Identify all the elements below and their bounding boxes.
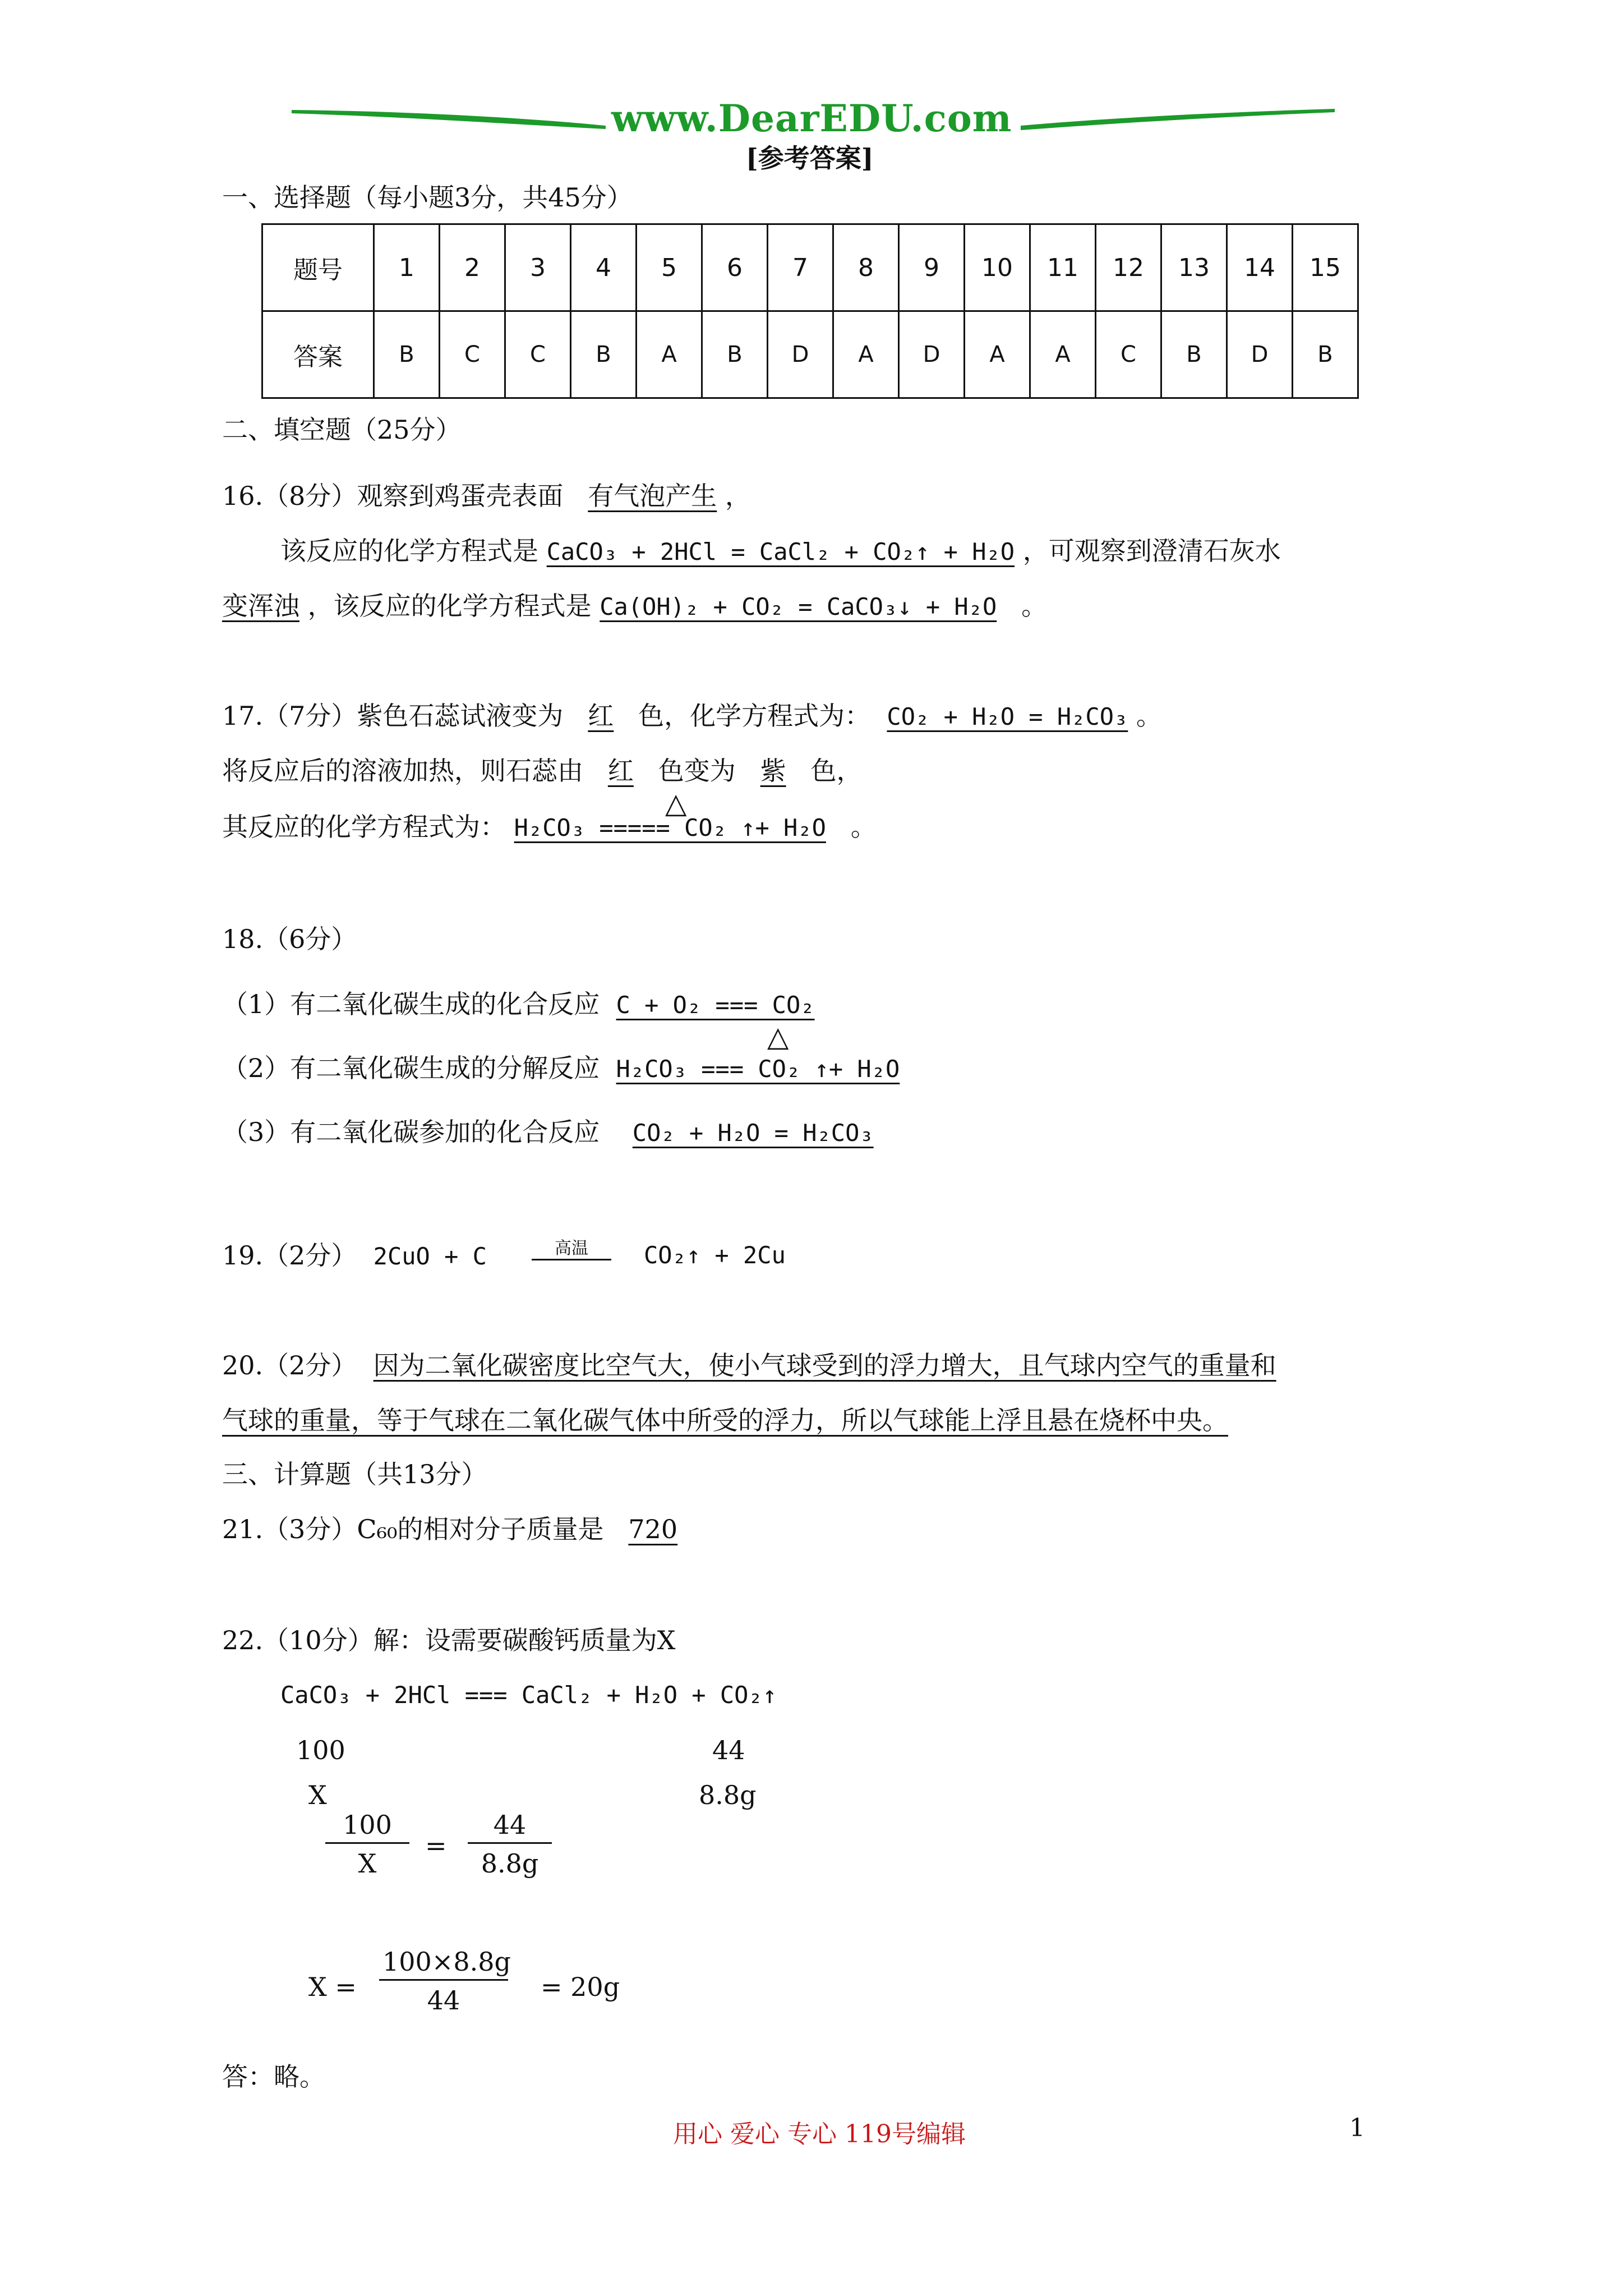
row-label-number: 题号 [262, 224, 374, 311]
q18-item-2 [222, 1052, 900, 1085]
table-cell: A [833, 311, 899, 398]
table-cell: 7 [768, 224, 833, 311]
q16-end: 。 [1021, 591, 1048, 621]
q19-left: 2CuO + C [373, 1243, 487, 1270]
table-cell: 11 [1030, 224, 1096, 311]
answer-table [261, 223, 1359, 399]
q17-line2 [222, 755, 863, 786]
q17-mid: 色，化学方程式为： [638, 701, 871, 731]
q16-answer-1: 有气泡产生 [588, 481, 717, 511]
q20-answer-line-1: 因为二氧化碳密度比空气大，使小气球受到的浮力增大，且气球内空气的重量和 [373, 1350, 1276, 1381]
fraction-2-numerator: 44 [468, 1810, 552, 1844]
table-cell: 15 [1293, 224, 1358, 311]
q20-line1 [222, 1350, 1276, 1381]
q17-line2-mid: 色变为 [658, 756, 736, 786]
table-cell: D [899, 311, 965, 398]
table-cell: A [965, 311, 1030, 398]
q16-comma: ， [725, 481, 751, 511]
table-cell: 2 [440, 224, 505, 311]
table-cell: A [1030, 311, 1096, 398]
q18-item-label: （2）有二氧化碳生成的分解反应 [222, 1053, 600, 1083]
equals-sign: = [425, 1830, 447, 1861]
q16-line3 [222, 590, 1047, 623]
fraction-1 [325, 1810, 409, 1879]
row-label-answer: 答案 [262, 311, 374, 398]
fraction-1-denominator: X [358, 1848, 377, 1879]
q16-prefix: 16.（8分）观察到鸡蛋壳表面 [222, 481, 564, 511]
q17-equation-1: CO₂ + H₂O = H₂CO₃ [887, 703, 1128, 730]
q22-equation: CaCO₃ + 2HCl === CaCl₂ + H₂O + CO₂↑ [280, 1681, 777, 1709]
table-cell: B [1161, 311, 1227, 398]
q17-line2-end: 色， [810, 756, 863, 786]
table-cell: 13 [1161, 224, 1227, 311]
q17-line3-prefix: 其反应的化学方程式为： [222, 812, 506, 842]
q17-answer-2: 红 [607, 756, 634, 786]
fraction-3 [379, 1947, 511, 2016]
q17-answer-3: 紫 [760, 756, 786, 786]
q18-item-3 [222, 1116, 874, 1149]
q18-heading: 18.（6分） [222, 924, 357, 954]
q17-end-1: 。 [1136, 701, 1162, 731]
q18-item-label: （3）有二氧化碳参加的化合反应 [222, 1117, 600, 1147]
q16-line2-suffix: ，可观察到澄清石灰水 [1022, 536, 1281, 566]
q22-heading: 22.（10分）解：设需要碳酸钙质量为X [222, 1625, 676, 1655]
calc-left: X = [308, 1972, 357, 2002]
table-cell: A [637, 311, 702, 398]
table-cell: 4 [571, 224, 637, 311]
fraction-3-numerator: 100×8.8g [379, 1947, 508, 1981]
table-cell: B [374, 311, 440, 398]
page-title: [参考答案] [746, 143, 874, 173]
q16-equation-2: Ca(OH)₂ + CO₂ = CaCO₃↓ + H₂O [600, 593, 997, 620]
q22-var-left: X [308, 1780, 327, 1810]
section3-heading: 三、计算题（共13分） [222, 1459, 487, 1489]
table-cell: 3 [505, 224, 571, 311]
q17-answer-1: 红 [588, 701, 614, 731]
table-cell: D [768, 311, 833, 398]
table-cell: 6 [702, 224, 768, 311]
q22-value-left: 100 [296, 1735, 345, 1765]
fraction-2 [468, 1810, 552, 1879]
table-cell: C [505, 311, 571, 398]
table-row-answers [262, 311, 1358, 398]
table-cell: 9 [899, 224, 965, 311]
calc-result: = 20g [541, 1972, 620, 2002]
q17-prefix: 17.（7分）紫色石蕊试液变为 [222, 701, 564, 731]
table-cell: C [440, 311, 505, 398]
table-cell: 12 [1096, 224, 1161, 311]
table-cell: 8 [833, 224, 899, 311]
q18-item-1 [222, 988, 815, 1021]
q19-line [222, 1240, 487, 1272]
table-cell: 5 [637, 224, 702, 311]
table-cell: 10 [965, 224, 1030, 311]
table-cell: 14 [1227, 224, 1293, 311]
table-row-numbers [262, 224, 1358, 311]
q20-answer-line-2: 气球的重量，等于气球在二氧化碳气体中所受的浮力，所以气球能上浮且悬在烧杯中央。 [222, 1405, 1228, 1435]
table-cell: 1 [374, 224, 440, 311]
q21-line [222, 1513, 702, 1545]
table-cell: C [1096, 311, 1161, 398]
site-logo: www.DearEDU.com [611, 96, 1012, 140]
table-cell: D [1227, 311, 1293, 398]
table-cell: B [571, 311, 637, 398]
q21-prefix: 21.（3分）C₆₀的相对分子质量是 [222, 1514, 604, 1544]
q17-line1 [222, 700, 1162, 733]
section2-heading: 二、填空题（25分） [222, 415, 462, 445]
heat-triangle-icon: △ [665, 787, 687, 820]
q17-end-3: 。 [850, 812, 877, 842]
fraction-1-numerator: 100 [325, 1810, 409, 1844]
q16-line2 [280, 535, 1281, 568]
q17-line3 [222, 811, 877, 844]
q18-item-equation: CO₂ + H₂O = H₂CO₃ [632, 1119, 874, 1147]
section1-heading: 一、选择题（每小题3分，共45分） [222, 182, 633, 213]
q18-item-equation: H₂CO₃ === CO₂ ↑+ H₂O [616, 1055, 900, 1083]
q19-condition: 高温 [532, 1239, 611, 1260]
q16-line1 [222, 480, 751, 512]
q22-value-right: 44 [712, 1735, 745, 1765]
table-cell: B [1293, 311, 1358, 398]
q16-line3-mid: ，该反应的化学方程式是 [307, 591, 592, 621]
q16-equation-1: CaCO₃ + 2HCl = CaCl₂ + CO₂↑ + H₂O [546, 538, 1015, 565]
table-cell: B [702, 311, 768, 398]
heat-triangle-icon: △ [767, 1020, 789, 1053]
page-number: 1 [1349, 2114, 1365, 2142]
fraction-2-denominator: 8.8g [481, 1848, 539, 1879]
q20-prefix: 20.（2分） [222, 1350, 357, 1381]
q22-var-right: 8.8g [699, 1780, 757, 1810]
q19-right: CO₂↑ + 2Cu [644, 1241, 786, 1269]
q17-equation-2: H₂CO₃ ===== CO₂ ↑+ H₂O [514, 814, 826, 841]
q18-item-label: （1）有二氧化碳生成的化合反应 [222, 989, 600, 1019]
q21-answer: 720 [628, 1514, 678, 1544]
final-answer: 答：略。 [222, 2062, 325, 2092]
q16-answer-2: 变浑浊 [222, 591, 299, 621]
q19-prefix: 19.（2分） [222, 1240, 357, 1271]
page-footer: 用心 爱心 专心 119号编辑 [673, 2120, 966, 2148]
q18-item-equation: C + O₂ === CO₂ [616, 991, 815, 1019]
q17-line2-prefix: 将反应后的溶液加热，则石蕊由 [222, 756, 583, 786]
q16-line2-prefix: 该反应的化学方程式是 [280, 536, 538, 566]
fraction-3-denominator: 44 [427, 1985, 460, 2016]
